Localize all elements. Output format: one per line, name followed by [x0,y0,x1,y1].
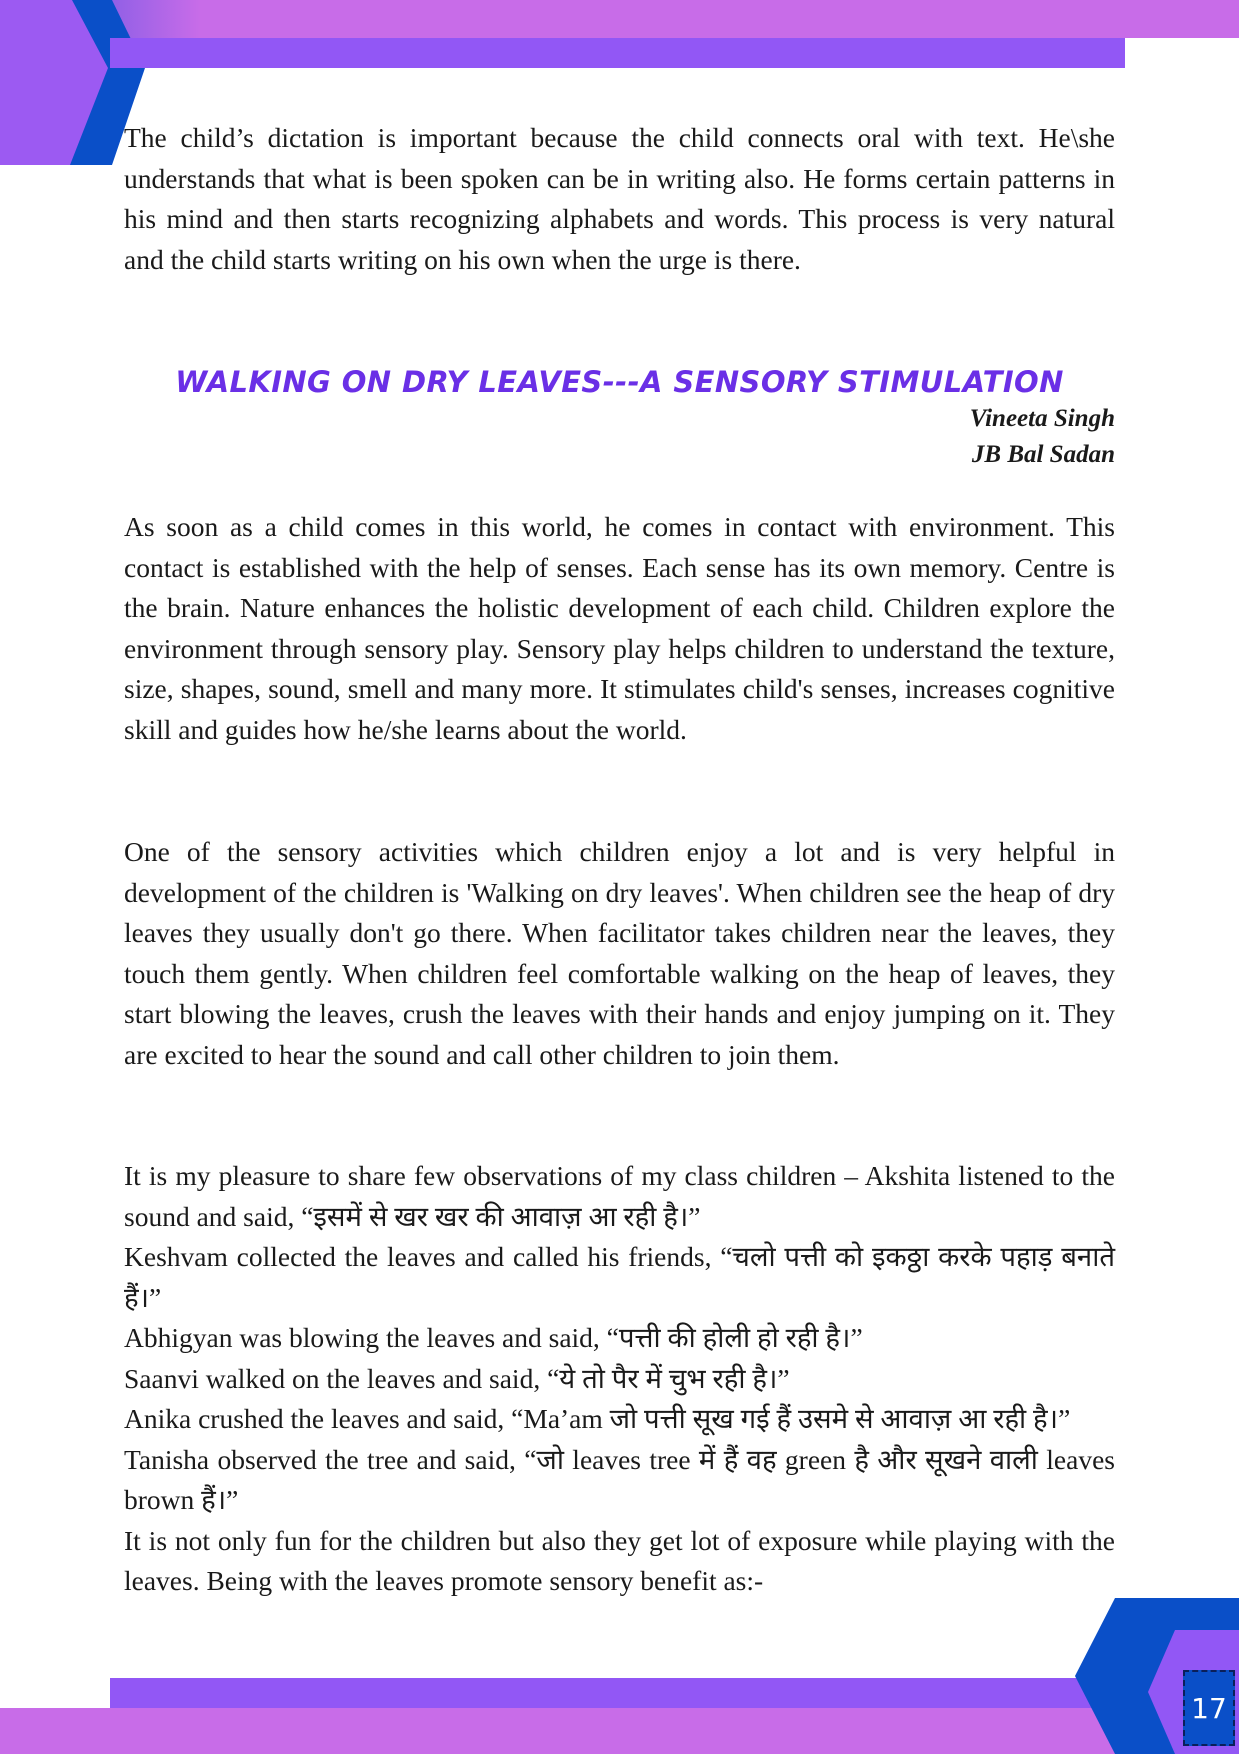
closing-paragraph: It is not only fun for the children but also they get lot of exposure while playing with the leaves. Being with the leaves promote sensory benefit as:- [124,1524,1115,1596]
paragraph: As soon as a child comes in this world, he comes in contact with environment. This contact is established with the help of senses. Each sense has its own memory. Centre is the brain. Nature enhances the holistic development of each child. Children explore the environment through sensory play. Sensory play helps children to understand the texture, size, shapes, sound, smell and many more. It stimulates child's senses, increases cognitive skill and guides how he/she learns about the world. [124,511,1115,745]
article-school: JB Bal Sadan [971,441,1115,468]
page-number: 17 [1183,1670,1235,1746]
body-paragraph-1 [124,507,1115,750]
article-author: Vineeta Singh [969,405,1115,432]
observation-keshvam: Keshvam collected the leaves and called his friends, “चलो पत्ती को इकठ्ठा करके पहाड़ बनाते हैं।” [124,1241,1115,1313]
paragraph: One of the sensory activities which children enjoy a lot and is very helpful in development of the children is 'Walking on dry leaves'. When children see the heap of dry leaves they usually don't go there. When facilitator takes children near the leaves, they touch them gently. When children feel comfortable walking on the heap of leaves, they start blowing the leaves, crush the leaves with their hands and enjoy jumping on it. They are excited to hear the sound and call other children to join them. [124,836,1115,1070]
observation-saanvi: Saanvi walked on the leaves and said, “ये तो पैर में चुभ रही है।” [124,1362,790,1394]
observation-tanisha: Tanisha observed the tree and said, “जो leaves tree में हैं वह green है और सूखने वाली leaves brown हैं।” [124,1443,1115,1515]
footer-bar [110,1678,1110,1708]
intro-paragraph: The child’s dictation is important because the child connects oral with text. He\she understands that what is been spoken can be in writing also. He forms certain patterns in his mind and then starts recognizing alphabets and words. This process is very natural and the child starts writing on his own when the urge is there. [124,122,1115,275]
article-title: WALKING ON DRY LEAVES---A SENSORY STIMULATION [175,365,1064,399]
footer-band [0,1708,1239,1754]
observation-akshita: It is my pleasure to share few observations of my class children – Akshita listened to the sound and said, “इसमें से खर खर की आवाज़ आ रही है।” [124,1160,1115,1232]
observation-abhigyan: Abhigyan was blowing the leaves and said, “पत्ती की होली हो रही है।” [124,1322,863,1353]
observations-list [124,1156,1115,1602]
intro-section [124,118,1115,280]
observation-anika: Anika crushed the leaves and said, “Ma’am जो पत्ती सूख गई हैं उसमे से आवाज़ आ रही है।” [124,1403,1071,1434]
header-bar [110,38,1125,68]
body-paragraph-2 [124,832,1115,1075]
